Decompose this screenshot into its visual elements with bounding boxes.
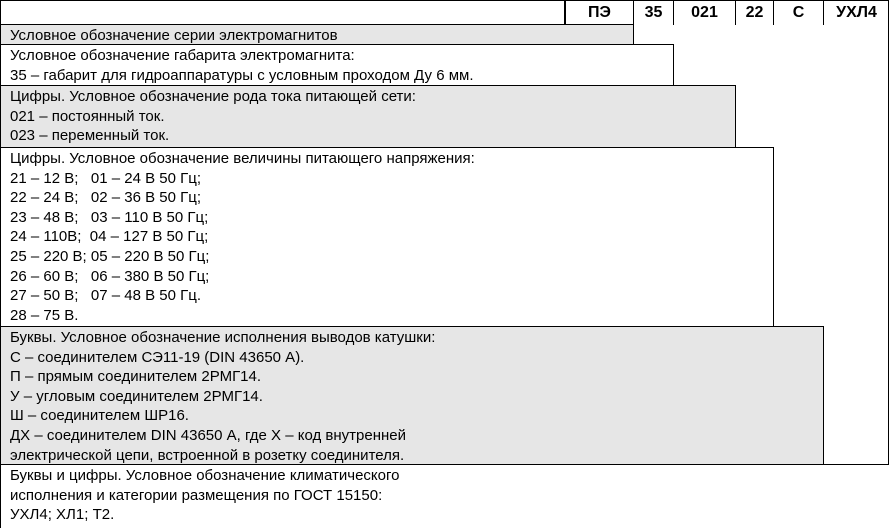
code-climate: УХЛ4 [823, 1, 889, 25]
section-line: 26 – 60 В; 06 – 380 В 50 Гц; [10, 267, 210, 285]
section-line: 22 – 24 В; 02 – 36 В 50 Гц; [10, 189, 202, 207]
section-line: исполнения и категории размещения по ГОСТ 15150: [10, 486, 383, 504]
section-terminal [1, 326, 824, 465]
section-line: Буквы и цифры. Условное обозначение климатического [10, 467, 400, 484]
section-line: Ш – соединителем ШР16. [10, 407, 189, 425]
section-line: У – угловым соединителем 2РМГ14. [10, 387, 263, 405]
section-line: 23 – 48 В; 03 – 110 В 50 Гц; [10, 208, 209, 226]
section-line: С – соединителем СЭ11-19 (DIN 43650 А). [10, 348, 305, 366]
section-line: П – прямым соединителем 2РМГ14. [10, 368, 262, 386]
section-line: 21 – 12 В; 01 – 24 В 50 Гц; [10, 169, 202, 187]
code-voltage: 22 [735, 1, 773, 25]
section-line: электрической цепи, встроенной в розетку соединителя. [10, 446, 405, 464]
section-line: 021 – постоянный ток. [10, 107, 165, 125]
section-line: ДХ – соединителем DIN 43650 А, где Х – код внутренней [10, 426, 406, 444]
section-line: 27 – 50 В; 07 – 48 В 50 Гц. [10, 287, 202, 305]
section-line: УХЛ4; ХЛ1; Т2. [10, 506, 115, 524]
section-line: 24 – 110В; 04 – 127 В 50 Гц; [10, 228, 209, 246]
code-series: ПЭ [565, 1, 633, 25]
section-line: Буквы. Условное обозначение исполнения выводов катушки: [10, 329, 436, 346]
code-header-spacer [1, 1, 565, 25]
section-line: 35 – габарит для гидроаппаратуры с условным проходом Ду 6 мм. [10, 66, 474, 84]
section-line: Цифры. Условное обозначение величины питающего напряжения: [10, 150, 475, 167]
section-line: 023 – переменный ток. [10, 127, 170, 145]
code-current: 021 [673, 1, 735, 25]
section-size [1, 44, 674, 86]
section-line: Условное обозначение серии электромагнитов [10, 27, 338, 44]
section-line: 28 – 75 В. [10, 306, 79, 324]
code-terminal: С [773, 1, 823, 25]
section-line: Цифры. Условное обозначение рода тока питающей сети: [10, 88, 416, 105]
code-size: 35 [633, 1, 673, 25]
section-line: 25 – 220 В; 05 – 220 В 50 Гц; [10, 247, 210, 265]
section-climate [1, 464, 889, 529]
section-current [1, 85, 736, 148]
section-line: Условное обозначение габарита электромагнита: [10, 47, 355, 64]
section-voltage [1, 147, 774, 327]
section-series [1, 24, 634, 45]
